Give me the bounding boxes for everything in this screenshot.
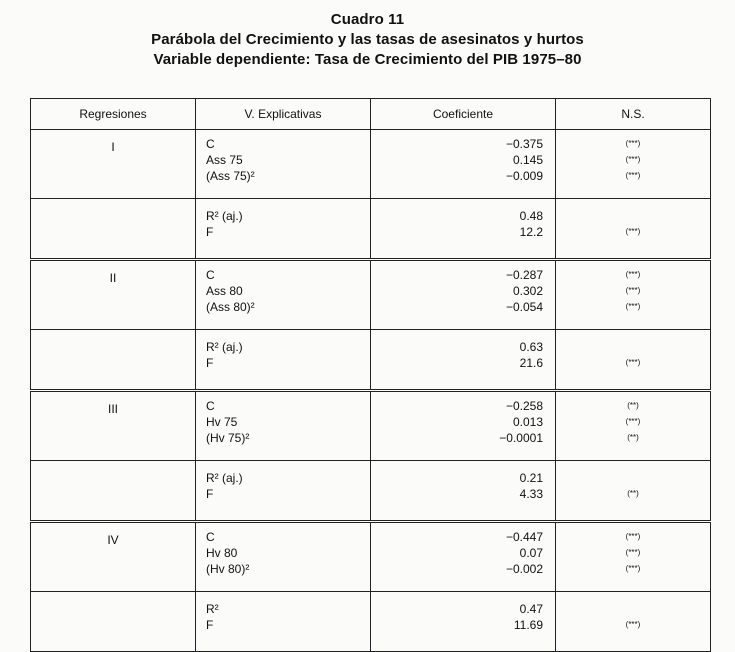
header-v-explicativas: V. Explicativas	[196, 99, 371, 130]
significance: (***)	[625, 227, 641, 236]
stat-label: F	[206, 225, 214, 239]
significance: (***)	[625, 548, 641, 557]
variable: (Ass 75)²	[206, 169, 255, 183]
empty-cell	[31, 592, 196, 652]
coefficients-cell	[371, 260, 556, 330]
variable: C	[206, 530, 215, 544]
table-number: Cuadro 11	[330, 11, 405, 28]
regression-label: IV	[31, 522, 196, 592]
stat-label: R² (aj.)	[206, 471, 243, 485]
stats-variables-cell	[196, 199, 371, 260]
stat-value: 4.33	[519, 487, 543, 501]
stat-value: 11.69	[513, 618, 543, 632]
variables-cell	[196, 391, 371, 461]
significance: (***)	[625, 532, 641, 541]
significance: (***)	[625, 139, 641, 148]
variable: (Hv 75)²	[206, 431, 250, 445]
variable: Hv 75	[206, 415, 238, 429]
header-row	[31, 99, 711, 130]
significance-cell	[556, 391, 711, 461]
coefficient: −0.002	[505, 562, 543, 576]
variable: (Hv 80)²	[206, 562, 250, 576]
stats-significance-cell	[556, 461, 711, 522]
stat-label: R²	[206, 602, 219, 616]
variables-cell	[196, 522, 371, 592]
stats-values-cell	[371, 592, 556, 652]
table-caption	[0, 10, 735, 70]
significance: (***)	[625, 270, 641, 279]
significance: (***)	[625, 155, 641, 164]
empty-cell	[31, 330, 196, 391]
significance-cell	[556, 130, 711, 199]
stat-value: 21.6	[519, 356, 543, 370]
stat-value: 0.47	[519, 602, 543, 616]
table-row	[31, 130, 711, 199]
coefficient: 0.013	[512, 415, 543, 429]
header-ns: N.S.	[556, 99, 711, 130]
stats-significance-cell	[556, 199, 711, 260]
stats-variables-cell	[196, 330, 371, 391]
stat-value: 0.21	[519, 471, 543, 485]
variable: C	[206, 399, 215, 413]
regression-label: III	[31, 391, 196, 461]
significance: (***)	[625, 620, 641, 629]
regression-label: I	[31, 130, 196, 199]
stats-values-cell	[371, 330, 556, 391]
stat-label: F	[206, 618, 214, 632]
stats-variables-cell	[196, 592, 371, 652]
stats-significance-cell	[556, 592, 711, 652]
coefficient: −0.447	[505, 530, 543, 544]
coefficient: −0.009	[505, 169, 543, 183]
significance: (***)	[625, 564, 641, 573]
significance: (***)	[625, 286, 641, 295]
coefficients-cell	[371, 130, 556, 199]
table-row	[31, 330, 711, 391]
table-row	[31, 461, 711, 522]
table-title: Parábola del Crecimiento y las tasas de asesinatos y hurtos	[151, 31, 584, 48]
stat-value: 0.63	[519, 340, 543, 354]
coefficient: 0.302	[512, 284, 543, 298]
stat-label: F	[206, 487, 214, 501]
table-row	[31, 199, 711, 260]
variable: Ass 75	[206, 153, 243, 167]
coefficient: −0.287	[505, 268, 543, 282]
header-coeficiente: Coeficiente	[371, 99, 556, 130]
significance-cell	[556, 522, 711, 592]
coefficients-cell	[371, 391, 556, 461]
variables-cell	[196, 130, 371, 199]
variable: (Ass 80)²	[206, 300, 255, 314]
stats-values-cell	[371, 199, 556, 260]
significance: (**)	[627, 433, 639, 442]
regression-label: II	[31, 260, 196, 330]
stat-label: R² (aj.)	[206, 209, 243, 223]
significance: (***)	[625, 417, 641, 426]
table-row	[31, 592, 711, 652]
stats-variables-cell	[196, 461, 371, 522]
table-row	[31, 260, 711, 330]
variable: Ass 80	[206, 284, 243, 298]
variable: Hv 80	[206, 546, 238, 560]
header-regresiones: Regresiones	[31, 99, 196, 130]
coefficient: 0.145	[512, 153, 543, 167]
stat-value: 12.2	[519, 225, 543, 239]
empty-cell	[31, 199, 196, 260]
coefficient: −0.375	[505, 137, 543, 151]
table-subtitle: Variable dependiente: Tasa de Crecimiento del PIB 1975–80	[153, 51, 582, 68]
empty-cell	[31, 461, 196, 522]
significance: (***)	[625, 358, 641, 367]
regression-table	[30, 98, 711, 652]
stats-values-cell	[371, 461, 556, 522]
variable: C	[206, 268, 215, 282]
variable: C	[206, 137, 215, 151]
coefficients-cell	[371, 522, 556, 592]
stat-label: R² (aj.)	[206, 340, 243, 354]
stat-value: 0.48	[519, 209, 543, 223]
table-row	[31, 522, 711, 592]
significance: (***)	[625, 302, 641, 311]
coefficient: −0.054	[505, 300, 543, 314]
stats-significance-cell	[556, 330, 711, 391]
significance: (**)	[627, 401, 639, 410]
stat-label: F	[206, 356, 214, 370]
significance: (**)	[627, 489, 639, 498]
coefficient: −0.258	[505, 399, 543, 413]
coefficient: −0.0001	[499, 431, 543, 445]
coefficient: 0.07	[519, 546, 543, 560]
significance: (***)	[625, 171, 641, 180]
table-row	[31, 391, 711, 461]
variables-cell	[196, 260, 371, 330]
significance-cell	[556, 260, 711, 330]
